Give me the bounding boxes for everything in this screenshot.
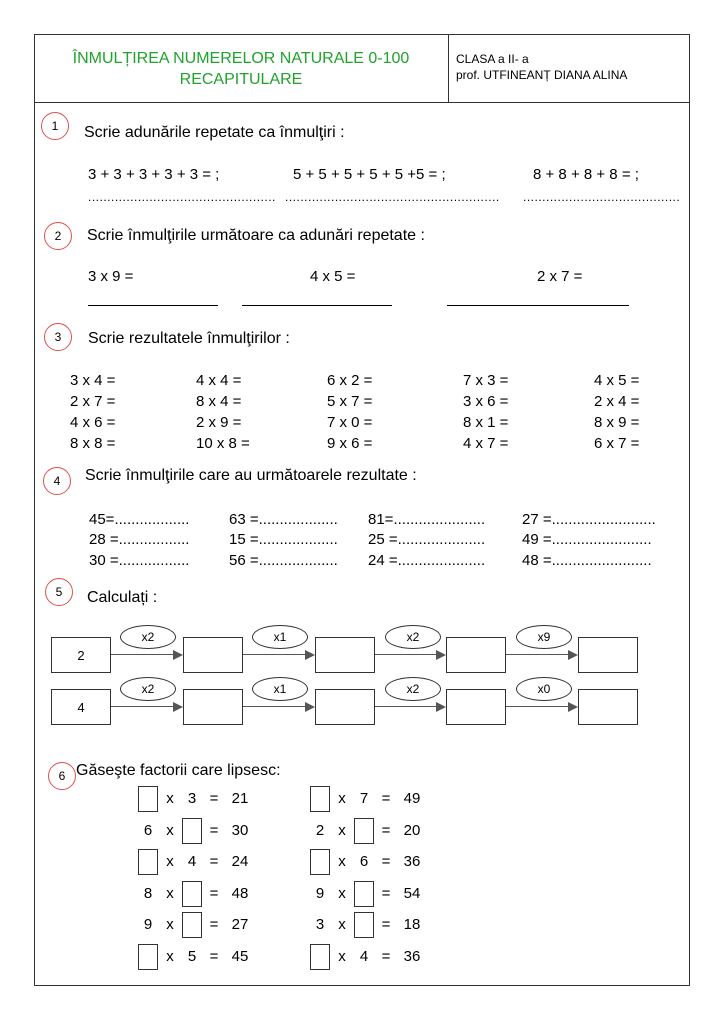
q4-item[interactable]: 45=.................. <box>89 511 190 528</box>
factor-a: 9 <box>143 916 153 933</box>
exercise-3-instruction: Scrie rezultatele înmulţirilor : <box>88 330 290 347</box>
header-vertical-divider <box>448 34 449 102</box>
arrow-head-icon <box>305 650 315 660</box>
times-sign: x <box>166 853 174 870</box>
product-result: 54 <box>403 885 421 902</box>
q2-item-3: 2 x 7 = <box>537 268 583 285</box>
product-result: 20 <box>403 822 421 839</box>
factor-b: 3 <box>187 790 197 807</box>
chain-answer-box[interactable] <box>315 689 375 725</box>
product-result: 27 <box>231 916 249 933</box>
q1-answer-line-2[interactable]: ........................................................ <box>285 190 500 204</box>
exercise-5-instruction: Calculați : <box>87 589 158 606</box>
chain-operation-oval: x2 <box>385 677 441 701</box>
equals-sign: = <box>209 790 219 807</box>
q4-item[interactable]: 56 =................... <box>229 552 338 569</box>
equals-sign: = <box>381 948 391 965</box>
missing-factor-box[interactable] <box>182 881 202 907</box>
factor-a: 6 <box>143 822 153 839</box>
missing-factor-box[interactable] <box>182 912 202 938</box>
q2-item-1: 3 x 9 = <box>88 268 134 285</box>
arrow-head-icon <box>173 650 183 660</box>
q6-equation-row <box>137 849 255 875</box>
chain-arrow <box>375 706 437 707</box>
chain-arrow <box>111 654 174 655</box>
q1-item-3: 8 + 8 + 8 + 8 = ; <box>533 166 639 183</box>
exercise-number-1: 1 <box>41 112 69 140</box>
exercise-number-6: 6 <box>48 762 76 790</box>
chain-arrow <box>506 654 569 655</box>
exercise-4-instruction: Scrie înmulţirile care au următoarele rezultate : <box>85 467 417 484</box>
arrow-head-icon <box>305 702 315 712</box>
q6-equation-row <box>309 818 427 844</box>
chain-answer-box[interactable] <box>446 689 506 725</box>
q2-item-2: 4 x 5 = <box>310 268 356 285</box>
q1-item-2: 5 + 5 + 5 + 5 + 5 +5 = ; <box>293 166 446 183</box>
q3-item: 8 x 1 = <box>463 414 509 431</box>
equals-sign: = <box>381 916 391 933</box>
q6-equation-row <box>137 881 255 907</box>
chain-operation-oval: x0 <box>516 677 572 701</box>
missing-factor-box[interactable] <box>182 818 202 844</box>
chain-arrow <box>243 654 306 655</box>
q3-item: 6 x 7 = <box>594 435 640 452</box>
chain-arrow <box>111 706 174 707</box>
arrow-head-icon <box>436 650 446 660</box>
q3-item: 4 x 6 = <box>70 414 116 431</box>
q1-item-1: 3 + 3 + 3 + 3 + 3 = ; <box>88 166 220 183</box>
chain-start-box: 4 <box>51 689 111 725</box>
factor-b: 7 <box>359 790 369 807</box>
q3-item: 7 x 0 = <box>327 414 373 431</box>
q6-equation-row <box>309 912 427 938</box>
q2-answer-line-1[interactable] <box>88 305 218 306</box>
q2-answer-line-2[interactable] <box>242 305 392 306</box>
missing-factor-box[interactable] <box>310 786 330 812</box>
q2-answer-line-3[interactable] <box>447 305 629 306</box>
chain-answer-box[interactable] <box>578 637 638 673</box>
chain-operation-oval: x9 <box>516 625 572 649</box>
chain-start-box: 2 <box>51 637 111 673</box>
product-result: 24 <box>231 853 249 870</box>
q3-item: 3 x 4 = <box>70 372 116 389</box>
q6-equation-row <box>137 818 255 844</box>
q4-item[interactable]: 28 =................. <box>89 531 190 548</box>
equals-sign: = <box>209 822 219 839</box>
equals-sign: = <box>209 885 219 902</box>
chain-operation-oval: x2 <box>120 677 176 701</box>
times-sign: x <box>166 790 174 807</box>
q3-item: 2 x 4 = <box>594 393 640 410</box>
chain-answer-box[interactable] <box>446 637 506 673</box>
q3-item: 6 x 2 = <box>327 372 373 389</box>
chain-operation-oval: x2 <box>385 625 441 649</box>
equals-sign: = <box>381 790 391 807</box>
exercise-2-instruction: Scrie înmulţirile următoare ca adunări repetate : <box>87 227 425 244</box>
times-sign: x <box>166 916 174 933</box>
chain-operation-oval: x1 <box>252 677 308 701</box>
product-result: 36 <box>403 948 421 965</box>
missing-factor-box[interactable] <box>138 786 158 812</box>
chain-operation-oval: x2 <box>120 625 176 649</box>
product-result: 36 <box>403 853 421 870</box>
q3-item: 5 x 7 = <box>327 393 373 410</box>
chain-arrow <box>506 706 569 707</box>
exercise-6-instruction: Găseşte factorii care lipsesc: <box>76 762 281 779</box>
q3-item: 7 x 3 = <box>463 372 509 389</box>
missing-factor-box[interactable] <box>138 849 158 875</box>
q4-item[interactable]: 81=...................... <box>368 511 486 528</box>
class-label: CLASA a II- a <box>456 52 529 66</box>
q3-item: 2 x 9 = <box>196 414 242 431</box>
chain-answer-box[interactable] <box>183 637 243 673</box>
factor-a: 2 <box>315 822 325 839</box>
factor-a: 8 <box>143 885 153 902</box>
q4-item[interactable]: 24 =..................... <box>368 552 486 569</box>
factor-b: 6 <box>359 853 369 870</box>
product-result: 49 <box>403 790 421 807</box>
times-sign: x <box>166 885 174 902</box>
q3-item: 9 x 6 = <box>327 435 373 452</box>
q4-item[interactable]: 49 =........................ <box>522 531 652 548</box>
q3-item: 10 x 8 = <box>196 435 250 452</box>
exercise-number-4: 4 <box>43 467 71 495</box>
q3-item: 2 x 7 = <box>70 393 116 410</box>
q1-answer-line-3[interactable]: ......................................... <box>523 190 681 204</box>
factor-a: 9 <box>315 885 325 902</box>
chain-operation-oval: x1 <box>252 625 308 649</box>
arrow-head-icon <box>568 702 578 712</box>
times-sign: x <box>338 853 346 870</box>
q6-equation-row <box>309 786 427 812</box>
equals-sign: = <box>209 916 219 933</box>
q3-item: 4 x 7 = <box>463 435 509 452</box>
factor-b: 4 <box>187 853 197 870</box>
q3-item: 8 x 9 = <box>594 414 640 431</box>
q6-equation-row <box>309 881 427 907</box>
factor-a: 3 <box>315 916 325 933</box>
chain-arrow <box>243 706 306 707</box>
teacher-name: prof. UTFINEANȚ DIANA ALINA <box>456 68 628 82</box>
worksheet-title: ÎNMULȚIREA NUMERELOR NATURALE 0-100 <box>72 50 410 67</box>
missing-factor-box[interactable] <box>310 944 330 970</box>
chain-arrow <box>375 654 437 655</box>
equals-sign: = <box>381 885 391 902</box>
times-sign: x <box>338 822 346 839</box>
equals-sign: = <box>381 853 391 870</box>
q4-item[interactable]: 25 =..................... <box>368 531 486 548</box>
missing-factor-box[interactable] <box>138 944 158 970</box>
product-result: 45 <box>231 948 249 965</box>
q6-equation-row <box>309 944 427 970</box>
q3-item: 4 x 4 = <box>196 372 242 389</box>
q6-equation-row <box>137 912 255 938</box>
worksheet-subtitle: RECAPITULARE <box>179 71 303 88</box>
missing-factor-box[interactable] <box>354 818 374 844</box>
q4-item[interactable]: 27 =......................... <box>522 511 656 528</box>
chain-answer-box[interactable] <box>578 689 638 725</box>
factor-b: 5 <box>187 948 197 965</box>
q4-item[interactable]: 48 =........................ <box>522 552 652 569</box>
exercise-number-5: 5 <box>45 578 73 606</box>
times-sign: x <box>338 948 346 965</box>
times-sign: x <box>166 822 174 839</box>
q6-equation-row <box>309 849 427 875</box>
missing-factor-box[interactable] <box>310 849 330 875</box>
q1-answer-line-1[interactable]: ................................................. <box>88 190 276 204</box>
q4-item[interactable]: 15 =................... <box>229 531 338 548</box>
product-result: 48 <box>231 885 249 902</box>
q4-item[interactable]: 30 =................. <box>89 552 190 569</box>
arrow-head-icon <box>173 702 183 712</box>
factor-b: 4 <box>359 948 369 965</box>
arrow-head-icon <box>568 650 578 660</box>
q3-item: 8 x 8 = <box>70 435 116 452</box>
exercise-1-instruction: Scrie adunările repetate ca înmulţiri : <box>84 124 345 141</box>
q6-equation-row <box>137 786 255 812</box>
equals-sign: = <box>381 822 391 839</box>
equals-sign: = <box>209 853 219 870</box>
missing-factor-box[interactable] <box>354 912 374 938</box>
equals-sign: = <box>209 948 219 965</box>
q6-equation-row <box>137 944 255 970</box>
q3-item: 4 x 5 = <box>594 372 640 389</box>
missing-factor-box[interactable] <box>354 881 374 907</box>
exercise-number-3: 3 <box>44 323 72 351</box>
times-sign: x <box>338 790 346 807</box>
arrow-head-icon <box>436 702 446 712</box>
chain-answer-box[interactable] <box>315 637 375 673</box>
times-sign: x <box>338 885 346 902</box>
times-sign: x <box>166 948 174 965</box>
product-result: 18 <box>403 916 421 933</box>
header-divider <box>34 102 690 103</box>
product-result: 30 <box>231 822 249 839</box>
times-sign: x <box>338 916 346 933</box>
chain-answer-box[interactable] <box>183 689 243 725</box>
q3-item: 8 x 4 = <box>196 393 242 410</box>
product-result: 21 <box>231 790 249 807</box>
exercise-number-2: 2 <box>44 222 72 250</box>
q4-item[interactable]: 63 =................... <box>229 511 338 528</box>
q3-item: 3 x 6 = <box>463 393 509 410</box>
